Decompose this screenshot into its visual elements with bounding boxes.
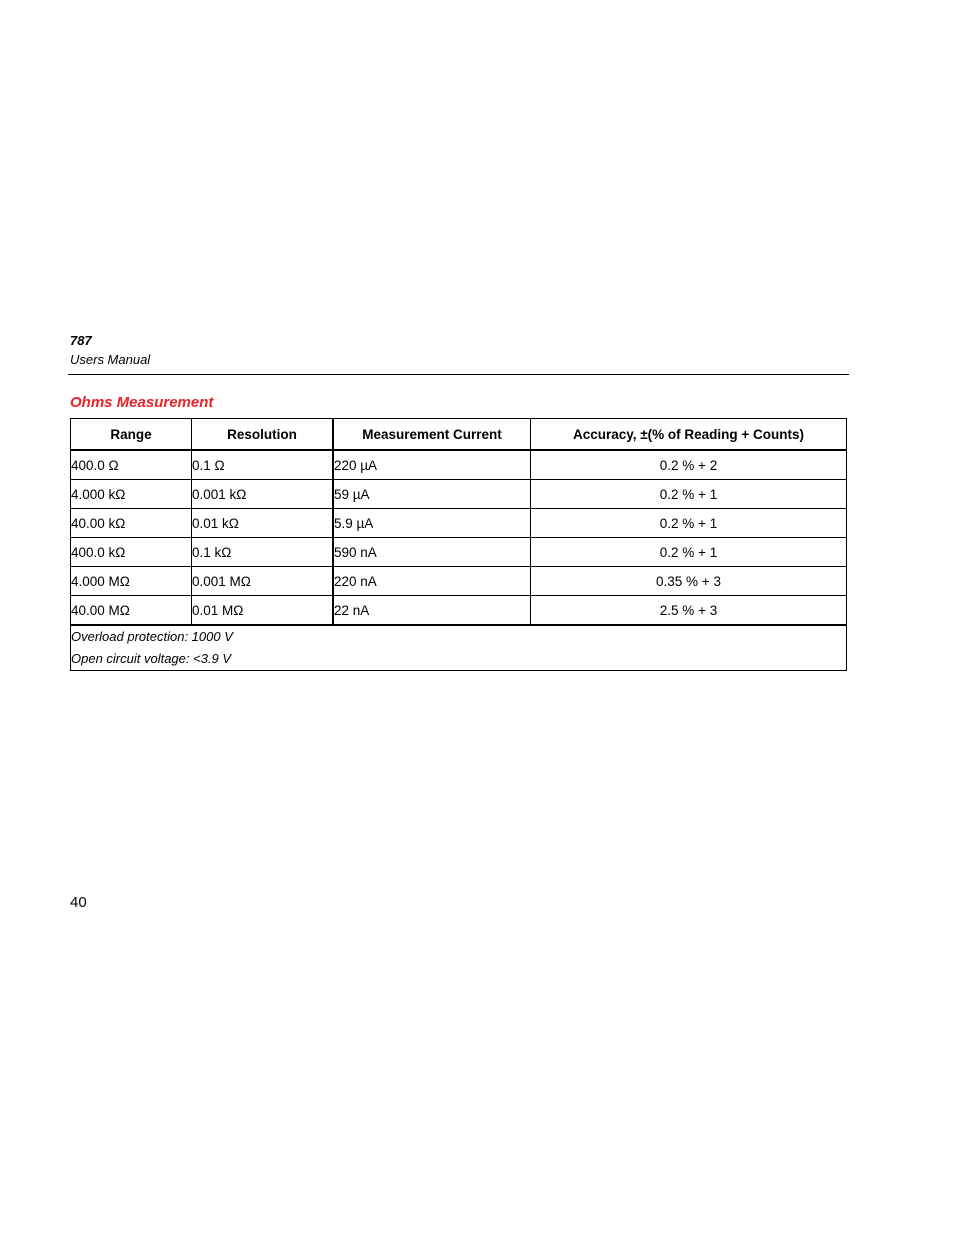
note-open-circuit-voltage: Open circuit voltage: <3.9 V — [71, 651, 232, 666]
current-cell: 220 µA — [333, 450, 531, 480]
note-overload-protection: Overload protection: 1000 V — [71, 629, 233, 644]
range-cell: 4.000 kΩ — [71, 480, 192, 509]
accuracy-cell: 0.2 % + 1 — [531, 538, 847, 567]
accuracy-cell: 0.2 % + 2 — [531, 450, 847, 480]
range-cell: 4.000 MΩ — [71, 567, 192, 596]
table-header-row — [71, 419, 847, 451]
resolution-cell: 0.1 Ω — [192, 450, 334, 480]
current-cell: 59 µA — [333, 480, 531, 509]
section-title: Ohms Measurement — [70, 394, 214, 411]
range-cell: 40.00 kΩ — [71, 509, 192, 538]
resolution-cell: 0.01 kΩ — [192, 509, 334, 538]
current-cell: 590 nA — [333, 538, 531, 567]
column-header-resolution: Resolution — [192, 419, 334, 451]
range-cell: 400.0 Ω — [71, 450, 192, 480]
accuracy-cell: 0.2 % + 1 — [531, 509, 847, 538]
current-cell: 220 nA — [333, 567, 531, 596]
table-row — [71, 538, 847, 567]
table-row — [71, 509, 847, 538]
range-cell: 40.00 MΩ — [71, 596, 192, 626]
accuracy-cell: 0.2 % + 1 — [531, 480, 847, 509]
page-number: 40 — [70, 894, 87, 911]
column-header-measurement-current: Measurement Current — [333, 419, 531, 451]
resolution-cell: 0.001 kΩ — [192, 480, 334, 509]
column-header-range: Range — [71, 419, 192, 451]
ohms-spec-table — [70, 418, 847, 671]
manual-title: Users Manual — [70, 352, 151, 367]
table-row — [71, 596, 847, 626]
header-divider — [68, 374, 849, 375]
accuracy-cell: 2.5 % + 3 — [531, 596, 847, 626]
table-row — [71, 450, 847, 480]
table-notes-row — [71, 625, 847, 671]
accuracy-cell: 0.35 % + 3 — [531, 567, 847, 596]
table-notes — [71, 625, 847, 671]
resolution-cell: 0.001 MΩ — [192, 567, 334, 596]
column-header-accuracy: Accuracy, ±(% of Reading + Counts) — [531, 419, 847, 451]
table-row — [71, 567, 847, 596]
manual-model-number: 787 — [70, 333, 92, 348]
table-row — [71, 480, 847, 509]
current-cell: 22 nA — [333, 596, 531, 626]
range-cell: 400.0 kΩ — [71, 538, 192, 567]
current-cell: 5.9 µA — [333, 509, 531, 538]
resolution-cell: 0.01 MΩ — [192, 596, 334, 626]
resolution-cell: 0.1 kΩ — [192, 538, 334, 567]
